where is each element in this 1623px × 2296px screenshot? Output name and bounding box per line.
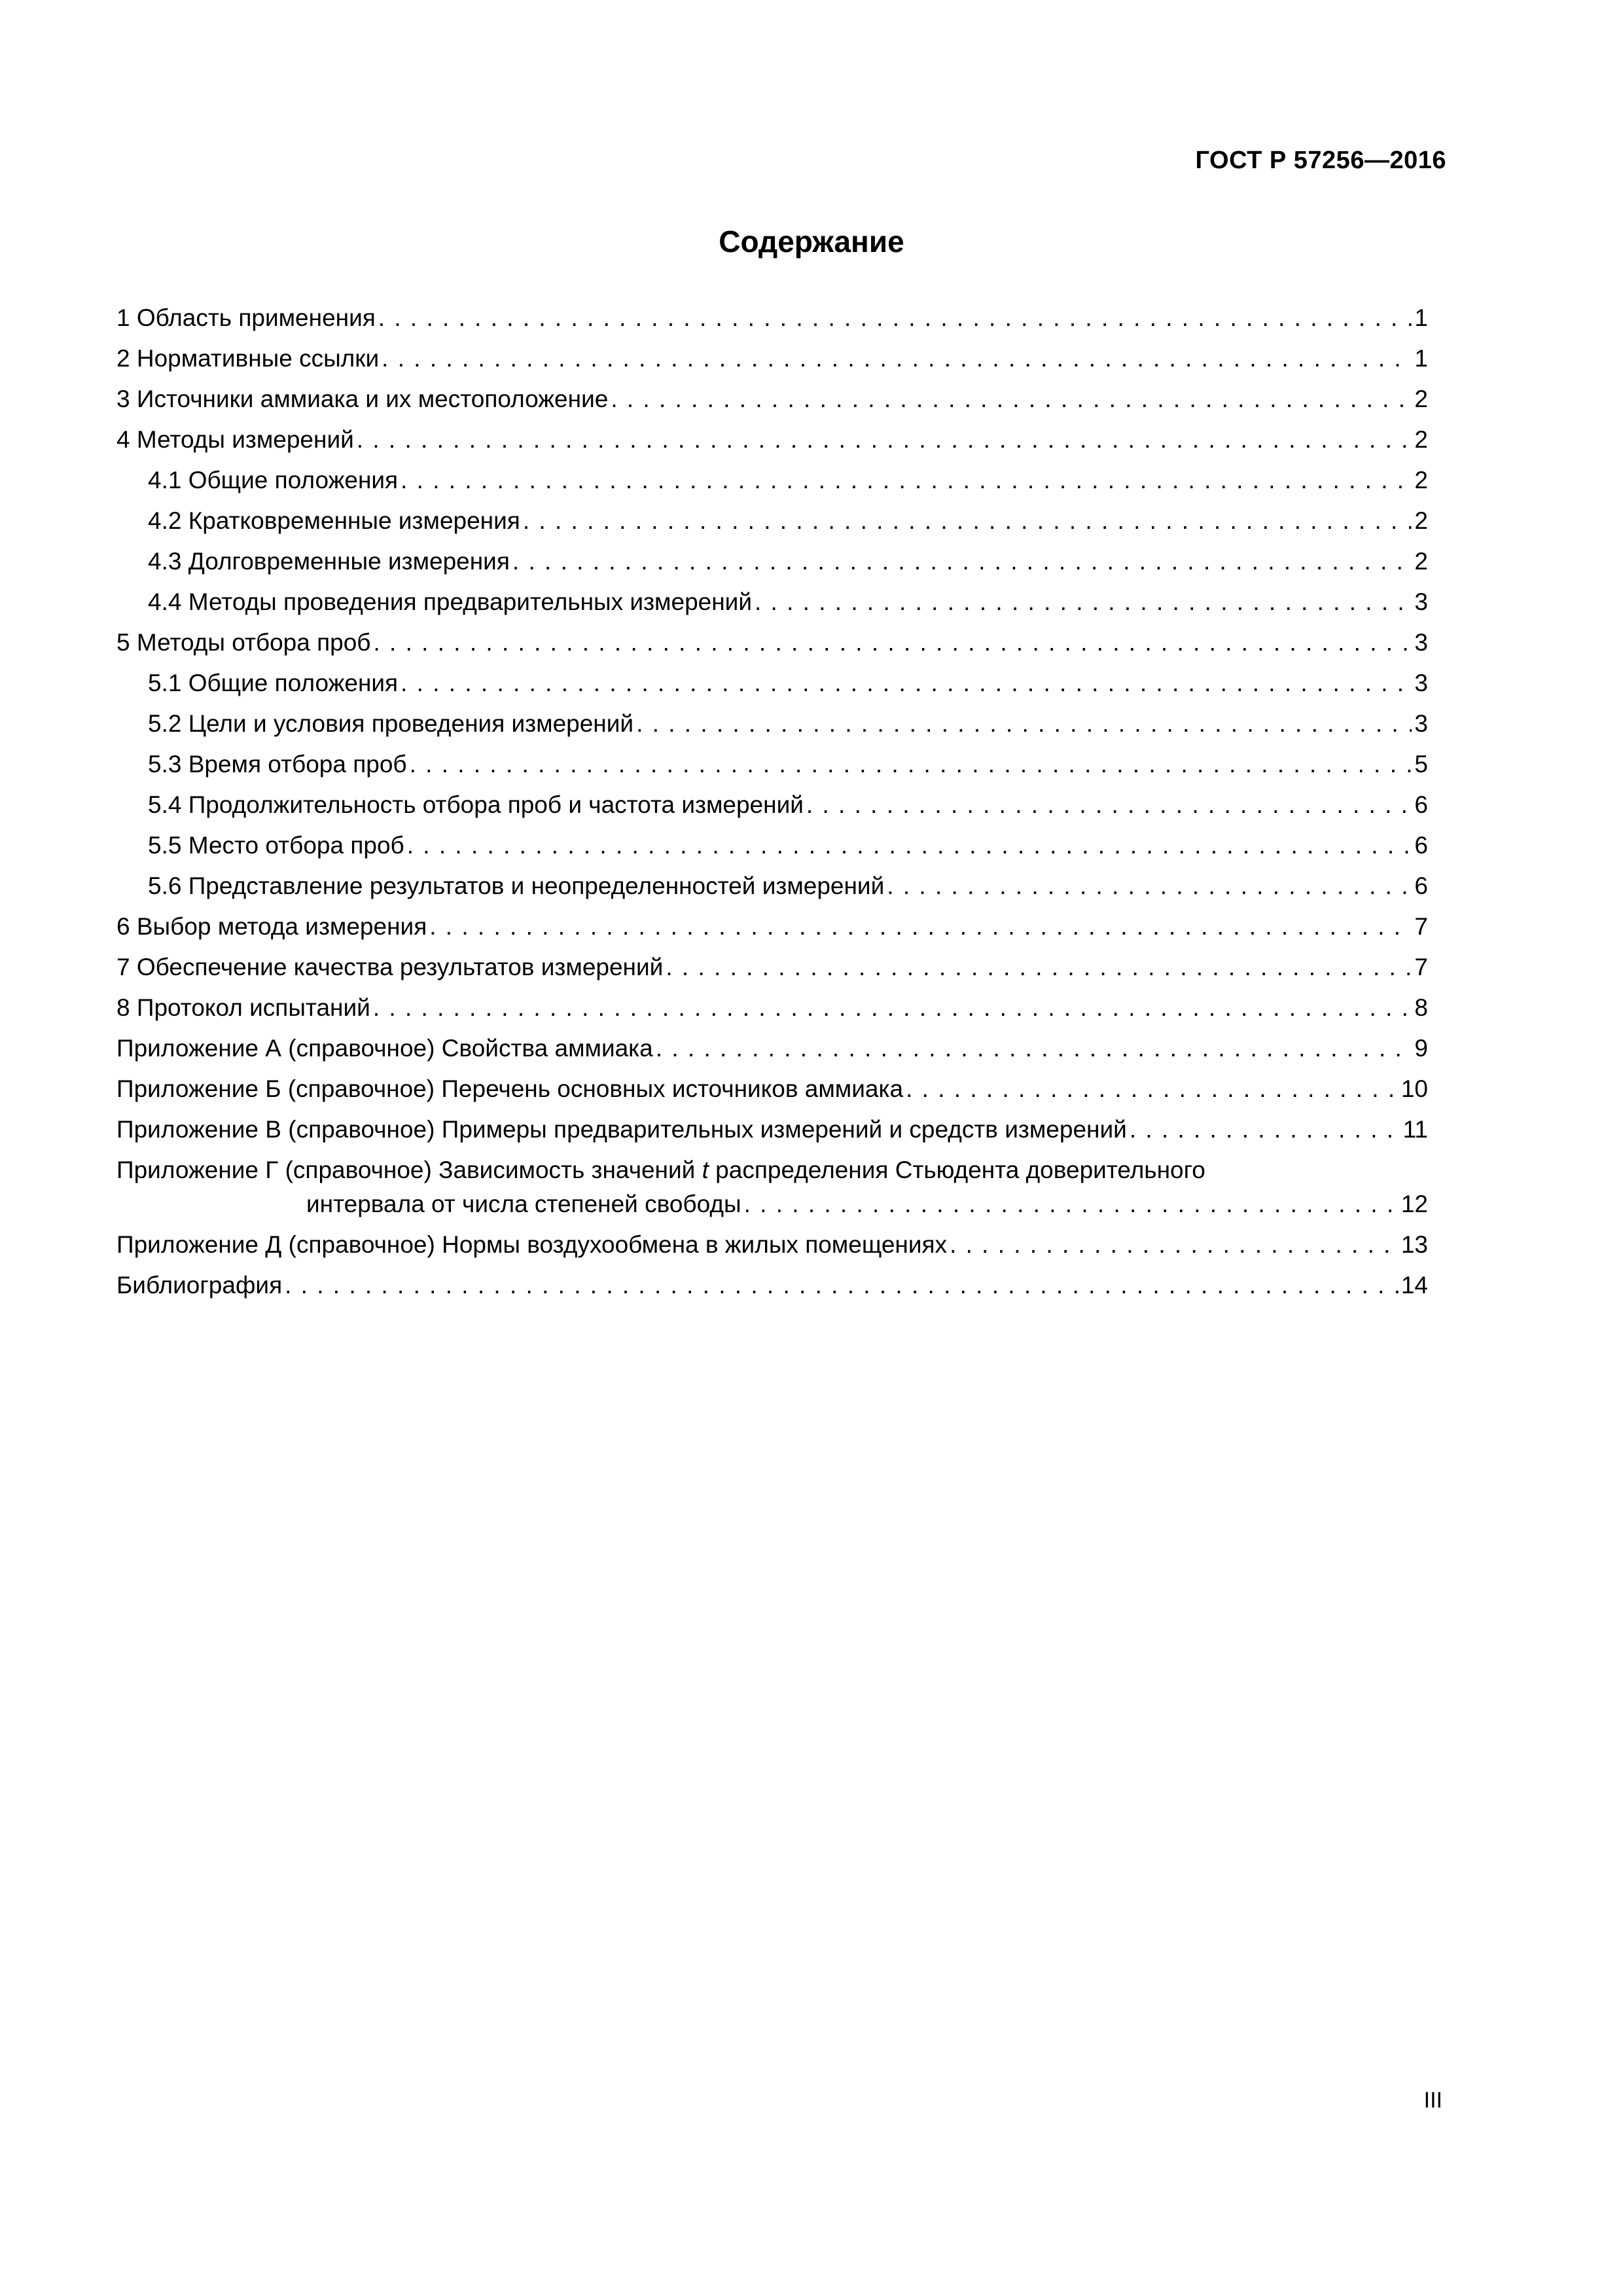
toc-entry-page: 11 (1402, 1116, 1428, 1143)
dot-leader (744, 1187, 1399, 1221)
dot-leader (401, 460, 1412, 501)
toc-entry-text: 4.1 Общие положения (148, 467, 399, 493)
dot-leader (656, 1028, 1412, 1069)
toc-entry-text-line1 (116, 1153, 1428, 1187)
toc-entry-italic-symbol: t (702, 1157, 709, 1183)
toc-entry-text: 5.6 Представление результатов и неопределенностей измерений (148, 872, 885, 899)
toc-entry-page: 7 (1414, 954, 1428, 980)
toc-entry-text: интервала от числа степеней свободы (306, 1191, 741, 1217)
toc-entry-bibliography[interactable] (116, 1265, 1428, 1306)
dot-leader (806, 785, 1412, 825)
toc-entry-4-3[interactable] (116, 541, 1428, 582)
toc-entry-7[interactable] (116, 947, 1428, 988)
dot-leader (373, 988, 1412, 1028)
toc-entry-text: 6 Выбор метода измерения (116, 913, 427, 940)
toc-entry-5[interactable] (116, 622, 1428, 663)
toc-entry-page: 3 (1414, 629, 1428, 656)
toc-entry-text: 8 Протокол испытаний (116, 994, 370, 1021)
toc-entry-page: 2 (1414, 386, 1428, 412)
toc-entry-appendix-v[interactable] (116, 1109, 1428, 1150)
toc-entry-5-2[interactable] (116, 704, 1428, 744)
toc-entry-page: 13 (1400, 1231, 1428, 1258)
toc-entry-5-6[interactable] (116, 866, 1428, 906)
toc-entry-6[interactable] (116, 906, 1428, 947)
toc-entry-8[interactable] (116, 988, 1428, 1028)
toc-entry-text: Приложение Д (справочное) Нормы воздухообмена в жилых помещениях (116, 1231, 948, 1258)
dot-leader (407, 825, 1412, 866)
toc-entry-1[interactable] (116, 298, 1428, 338)
toc-entry-page: 8 (1414, 994, 1428, 1021)
toc-entry-text-line2 (116, 1187, 1428, 1221)
dot-leader (611, 379, 1412, 420)
toc-entry-text: 5.1 Общие положения (148, 670, 399, 696)
page-number: III (1423, 2088, 1442, 2113)
toc-entry-text: Приложение А (справочное) Свойства аммиака (116, 1035, 653, 1062)
toc-entry-appendix-g[interactable] (116, 1150, 1428, 1225)
toc-entry-page: 2 (1414, 467, 1428, 493)
dot-leader (410, 744, 1412, 785)
toc-entry-text: 5.2 Цели и условия проведения измерений (148, 710, 634, 737)
toc-entry-text: 3 Источники аммиака и их местоположение (116, 386, 609, 412)
toc-entry-3[interactable] (116, 379, 1428, 420)
toc-entry-page: 6 (1414, 872, 1428, 899)
toc-entry-text: Приложение В (справочное) Примеры предварительных измерений и средств измерений (116, 1116, 1127, 1143)
dot-leader (512, 541, 1412, 582)
toc-entry-page: 1 (1414, 304, 1428, 331)
toc-entry-text: 4.4 Методы проведения предварительных измерений (148, 588, 752, 615)
toc-entry-page: 14 (1400, 1272, 1428, 1299)
dot-leader (382, 338, 1412, 379)
toc-entry-5-4[interactable] (116, 785, 1428, 825)
toc-entry-5-1[interactable] (116, 663, 1428, 704)
toc-entry-text: 4 Методы измерений (116, 426, 354, 453)
dot-leader (950, 1225, 1399, 1265)
toc-entry-page: 10 (1400, 1075, 1428, 1102)
toc-entry-page: 2 (1414, 507, 1428, 534)
toc-entry-page: 6 (1414, 832, 1428, 859)
toc-entry-text: 5.3 Время отбора проб (148, 751, 407, 778)
dot-leader (755, 582, 1412, 622)
toc-entry-appendix-d[interactable] (116, 1225, 1428, 1265)
toc-entry-page: 3 (1414, 670, 1428, 696)
dot-leader (636, 704, 1412, 744)
toc-entry-text: 5.4 Продолжительность отбора проб и частота измерений (148, 791, 804, 818)
page-title: Содержание (719, 224, 904, 259)
document-code: ГОСТ Р 57256—2016 (1195, 147, 1446, 174)
toc-entry-page: 12 (1400, 1191, 1428, 1217)
toc-entry-page: 3 (1414, 588, 1428, 615)
toc-entry-text-part: распределения Стьюдента доверительного (708, 1157, 1205, 1183)
toc-entry-4-1[interactable] (116, 460, 1428, 501)
toc-entry-4[interactable] (116, 420, 1428, 460)
toc-entry-5-3[interactable] (116, 744, 1428, 785)
toc-entry-page: 2 (1414, 548, 1428, 575)
toc-entry-page: 3 (1414, 710, 1428, 737)
dot-leader (429, 906, 1412, 947)
dot-leader (374, 622, 1412, 663)
dot-leader (357, 420, 1412, 460)
dot-leader (1130, 1109, 1400, 1150)
toc-entry-text: 4.2 Кратковременные измерения (148, 507, 520, 534)
toc-entry-4-2[interactable] (116, 501, 1428, 541)
toc-entry-page: 2 (1414, 426, 1428, 453)
dot-leader (523, 501, 1412, 541)
dot-leader (401, 663, 1412, 704)
table-of-contents (116, 298, 1428, 1306)
toc-entry-page: 5 (1414, 751, 1428, 778)
toc-entry-appendix-a[interactable] (116, 1028, 1428, 1069)
toc-entry-page: 1 (1414, 345, 1428, 372)
toc-entry-text: Библиография (116, 1272, 283, 1299)
toc-entry-5-5[interactable] (116, 825, 1428, 866)
toc-entry-appendix-b[interactable] (116, 1069, 1428, 1109)
dot-leader (887, 866, 1412, 906)
toc-entry-text: 7 Обеспечение качества результатов измерений (116, 954, 664, 980)
toc-entry-text: 1 Область применения (116, 304, 376, 331)
toc-entry-page: 6 (1414, 791, 1428, 818)
toc-entry-text: 5.5 Место отбора проб (148, 832, 404, 859)
toc-entry-page: 9 (1414, 1035, 1428, 1062)
toc-entry-2[interactable] (116, 338, 1428, 379)
toc-entry-page: 7 (1414, 913, 1428, 940)
toc-entry-4-4[interactable] (116, 582, 1428, 622)
toc-entry-text: 2 Нормативные ссылки (116, 345, 380, 372)
dot-leader (906, 1069, 1399, 1109)
toc-entry-text: 5 Методы отбора проб (116, 629, 371, 656)
toc-entry-text: 4.3 Долговременные измерения (148, 548, 510, 575)
toc-entry-text-part: Приложение Г (справочное) Зависимость значений (116, 1157, 702, 1183)
dot-leader (378, 298, 1412, 338)
toc-entry-text: Приложение Б (справочное) Перечень основных источников аммиака (116, 1075, 904, 1102)
dot-leader (666, 947, 1412, 988)
dot-leader (285, 1265, 1399, 1306)
